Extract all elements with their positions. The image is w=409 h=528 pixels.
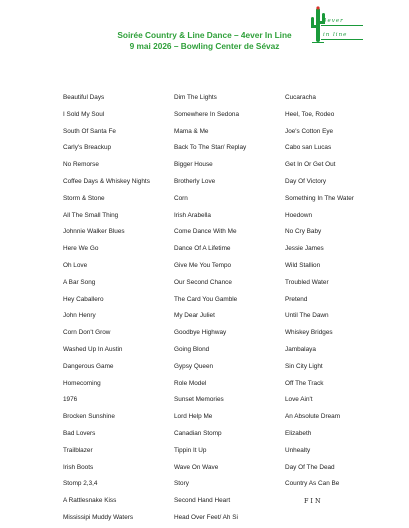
song-item: Jessie James (285, 245, 324, 253)
song-item: Gypsy Queen (174, 362, 214, 370)
song-item: Washed Up In Austin (63, 345, 123, 353)
song-item: A Bar Song (63, 278, 96, 286)
logo-rule-top (321, 25, 363, 26)
song-item: Goodbye Highway (174, 329, 227, 337)
song-item: Something In The Water (285, 194, 354, 202)
song-column-1 (63, 90, 150, 527)
song-item: Love Ain't (285, 396, 313, 404)
song-item: Off The Track (285, 379, 324, 387)
song-item: Going Blond (174, 345, 210, 353)
song-item: Johnnie Walker Blues (63, 228, 125, 236)
song-item: Story (174, 480, 189, 488)
song-item: Tippin It Up (174, 446, 207, 454)
page-subtitle: 9 mai 2026 – Bowling Center de Sévaz (129, 41, 280, 51)
song-item: Head Over Feet/ Ah Si (174, 513, 238, 521)
song-item: Somewhere In Sedona (174, 110, 240, 118)
song-item: Canadian Stomp (174, 429, 222, 437)
song-item: Wave On Wave (174, 463, 219, 471)
song-item: Cucaracha (285, 94, 316, 101)
song-item: Second Hand Heart (174, 497, 231, 505)
song-item: South Of Santa Fe (63, 127, 116, 135)
page-title: Soirée Country & Line Dance – 4ever In Line (117, 30, 292, 40)
song-item: Dangerous Game (63, 362, 114, 370)
song-item: John Henry (63, 312, 96, 320)
song-item: Mississipi Muddy Waters (63, 513, 134, 521)
song-item: No Remorse (63, 161, 99, 169)
song-item: I Sold My Soul (63, 110, 105, 118)
song-item: Cabo san Lucas (285, 144, 332, 152)
song-item: Irish Boots (63, 463, 94, 471)
song-item: Country As Can Be (285, 480, 340, 488)
song-item: The Card You Gamble (174, 295, 238, 303)
song-item: Our Second Chance (174, 278, 232, 286)
song-item: Mama & Me (174, 127, 209, 135)
song-item: Jambalaya (285, 345, 316, 353)
song-item: Sunset Memories (174, 396, 224, 404)
song-item: Day Of Victory (285, 177, 327, 185)
song-item: Bad Lovers (63, 429, 96, 437)
song-item: Heel, Toe, Rodeo (285, 110, 335, 118)
song-item: Whiskey Bridges (285, 329, 333, 337)
song-column-3 (285, 90, 354, 510)
song-item: Lord Help Me (174, 413, 213, 421)
song-item: Corn (174, 194, 188, 202)
song-item: Storm & Stone (63, 194, 105, 202)
song-item: My Dear Juliet (174, 312, 215, 320)
song-item: Trailblazer (63, 446, 93, 454)
song-item: An Absolute Dream (285, 413, 341, 421)
logo-text-bottom: in line (323, 32, 348, 38)
song-item: Corn Don't Grow (63, 329, 111, 337)
song-item: Brocken Sunshine (63, 413, 115, 421)
song-item: All The Small Thing (63, 211, 119, 219)
song-item: Irish Arabella (174, 211, 211, 219)
song-item: Sin City Light (285, 362, 323, 370)
fin-label: FIN (304, 497, 323, 506)
song-item: Until The Dawn (285, 312, 329, 320)
logo-text-top: 4ever (323, 18, 344, 24)
song-item: Stomp 2,3,4 (63, 480, 98, 488)
song-item: Dance Of A Lifetime (174, 245, 231, 253)
song-item: Dim The Lights (174, 94, 217, 101)
song-item: Wild Stallion (285, 261, 321, 269)
song-item: Day Of The Dead (285, 463, 335, 471)
song-item: Hey Caballero (63, 295, 104, 303)
song-item: Coffee Days & Whiskey Nights (63, 177, 150, 185)
song-column-2 (174, 90, 246, 527)
song-item: Get In Or Get Out (285, 161, 336, 169)
song-item: Hoedown (285, 211, 313, 219)
song-item: Carly's Breackup (63, 144, 112, 152)
song-item: Brotherly Love (174, 177, 216, 185)
song-item: Homecoming (63, 379, 101, 387)
song-item: Back To The Star/ Replay (174, 144, 247, 152)
song-item: Beautiful Days (63, 94, 105, 101)
song-item: Here We Go (63, 245, 99, 253)
song-item: Joe's Cotton Eye (285, 127, 334, 135)
song-item: Bigger House (174, 161, 213, 169)
song-item: No Cry Baby (285, 228, 322, 236)
song-item: Elizabeth (285, 429, 312, 437)
song-item: Unhealty (285, 446, 311, 454)
song-item: 1976 (63, 396, 78, 404)
song-item: Oh Love (63, 261, 88, 269)
song-item: Role Model (174, 379, 207, 387)
song-item: A Rattlesnake Kiss (63, 497, 117, 505)
song-item: Come Dance With Me (174, 228, 237, 236)
song-item: Troubled Water (285, 278, 329, 286)
song-item: Pretend (285, 295, 308, 303)
song-item: Give Me You Tempo (174, 261, 232, 269)
